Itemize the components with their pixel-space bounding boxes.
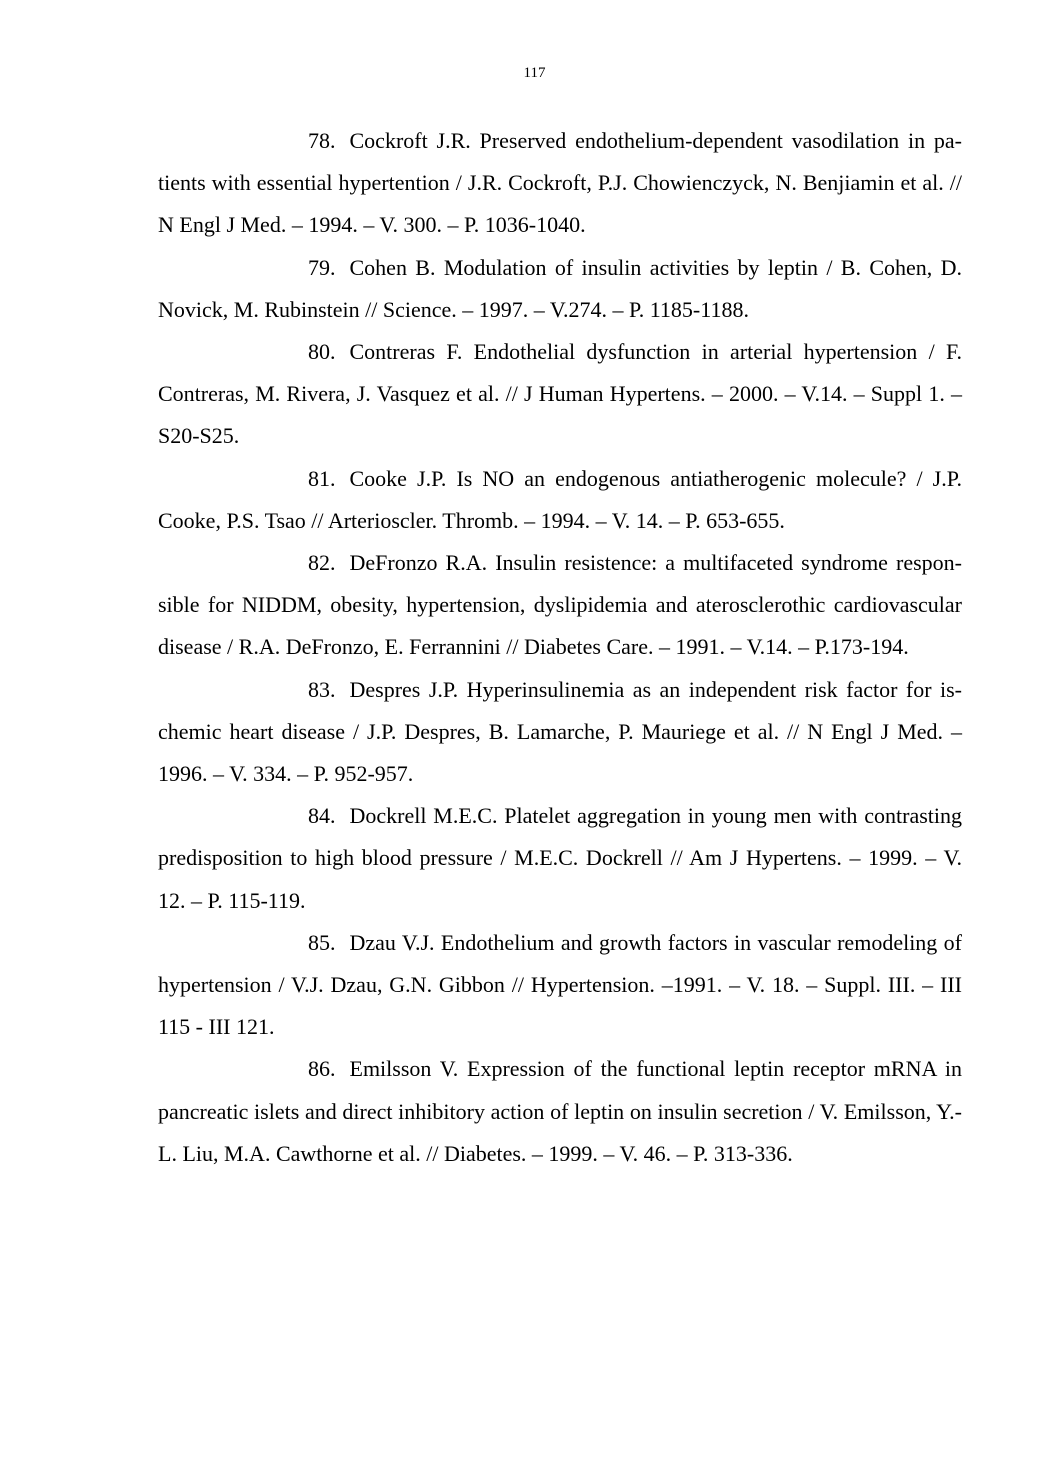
reference-item [158, 1048, 962, 1175]
reference-number: 81. [308, 465, 336, 491]
reference-text: Dzau V.J. Endothelium and growth factors in vascular remodeling of hypertension / V.J. Dzau, G.N. Gibbon // Hypertension. –1991. – V. 18. – Suppl. III. – III 115 - III 121. [158, 929, 962, 1040]
reference-text: Cockroft J.R. Preserved endothelium-dependent vasodilation in patients with essential hypertention / J.R. Cockroft, P.J. Chowienczyck, N. Benjiamin et al. // N Engl J Med. – 1994. – V. 300. – P. 1036-1040. [158, 128, 962, 238]
reference-text: DeFronzo R.A. Insulin resistence: a multifaceted syndrome responsible for NIDDM, obesity, hypertension, dyslipidemia and aterosclerothic cardiovascular disease / R.A. DeFronzo, E. Ferrannini // Diabetes Care. – 1991. – V.14. – P.173-194. [158, 550, 962, 660]
reference-list [158, 120, 962, 1175]
reference-item [158, 922, 962, 1049]
reference-item [158, 795, 962, 922]
reference-text: Dockrell M.E.C. Platelet aggregation in young men with contrasting predisposition to high blood pressure / M.E.C. Dockrell // Am J Hypertens. – 1999. – V. 12. – P. 115-119. [158, 803, 962, 913]
reference-text: Contreras F. Endothelial dysfunction in arterial hypertension / F. Contreras, M. Rivera, J. Vasquez et al. // J Human Hypertens. – 2000. – V.14. – Suppl 1. – S20-S25. [158, 339, 962, 449]
reference-number: 85. [308, 929, 336, 955]
reference-item [158, 669, 962, 796]
page-number: 117 [523, 65, 546, 81]
reference-item [158, 542, 962, 669]
reference-text: Cohen B. Modulation of insulin activities by leptin / B. Cohen, D. Novick, M. Rubinstein // Science. – 1997. – V.274. – P. 1185-1188. [158, 254, 962, 322]
reference-item [158, 458, 962, 542]
reference-text: Cooke J.P. Is NO an endogenous antiatherogenic molecule? / J.P. Cooke, P.S. Tsao // Arterioscler. Thromb. – 1994. – V. 14. – P. 653-655. [158, 465, 962, 533]
reference-number: 78. [308, 128, 336, 153]
reference-number: 79. [308, 254, 336, 280]
reference-text: Emilsson V. Expression of the functional leptin receptor mRNA in pancreatic islets and direct inhibitory action of leptin on insulin secretion / V. Emilsson, Y.-L. Liu, M.A. Cawthorne et al. // Diabetes. – 1999. – V. 46. – P. 313-336. [158, 1056, 962, 1166]
reference-number: 84. [308, 803, 336, 829]
reference-number: 86. [308, 1056, 336, 1082]
reference-item [158, 331, 962, 458]
reference-number: 83. [308, 676, 336, 702]
reference-number: 82. [308, 550, 336, 576]
reference-item [158, 120, 962, 247]
reference-text: Despres J.P. Hyperinsulinemia as an independent risk factor for ischemic heart disease / J.P. Despres, B. Lamarche, P. Mauriege et al. // N Engl J Med. – 1996. – V. 334. – P. 952-957. [158, 676, 962, 787]
reference-number: 80. [308, 339, 336, 365]
reference-item [158, 247, 962, 331]
